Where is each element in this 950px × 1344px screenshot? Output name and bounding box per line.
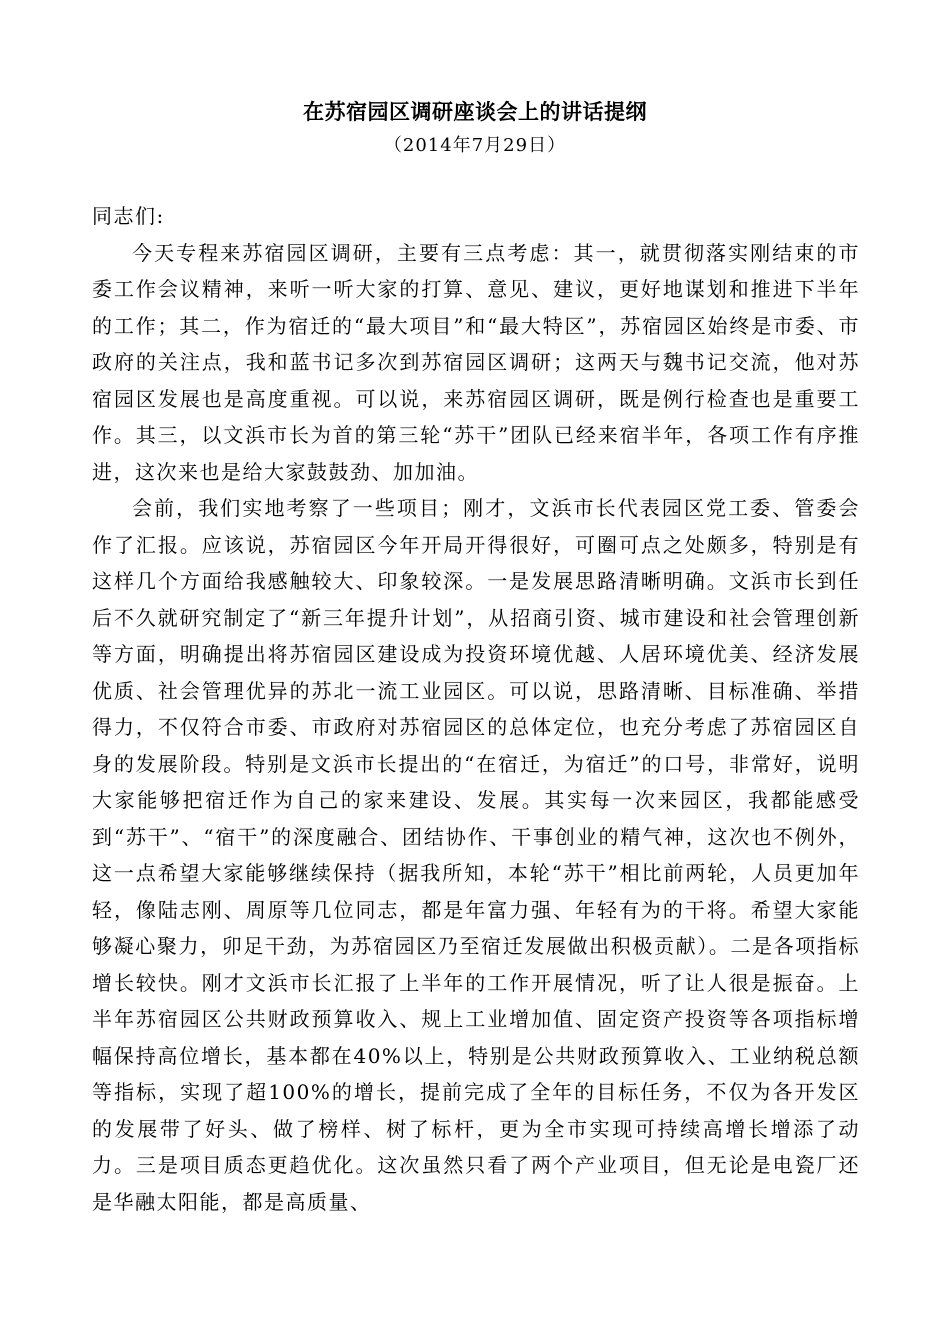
document-body (92, 198, 860, 1220)
paragraph-1: 今天专程来苏宿园区调研，主要有三点考虑：其一，就贯彻落实刚结束的市委工作会议精神，来听一听大家的打算、意见、建议，更好地谋划和推进下半年的工作；其二，作为宿迁的“最大项目”和“最大特区”，苏宿园区始终是市委、市政府的关注点，我和蓝书记多次到苏宿园区调研；这两天与魏书记交流，他对苏宿园区发展也是高度重视。可以说，来苏宿园区调研，既是例行检查也是重要工作。其三，以文浜市长为首的第三轮“苏干”团队已经来宿半年，各项工作有序推进，这次来也是给大家鼓鼓劲、加加油。 (92, 240, 860, 484)
paragraph-2: 会前，我们实地考察了一些项目；刚才，文浜市长代表园区党工委、管委会作了汇报。应该说，苏宿园区今年开局开得很好，可圈可点之处颇多，特别是有这样几个方面给我感触较大、印象较深。一是发展思路清晰明确。文浜市长到任后不久就研究制定了“新三年提升计划”，从招商引资、城市建设和社会管理创新等方面，明确提出将苏宿园区建设成为投资环境优越、人居环境优美、经济发展优质、社会管理优异的苏北一流工业园区。可以说，思路清晰、目标准确、举措得力，不仅符合市委、市政府对苏宿园区的总体定位，也充分考虑了苏宿园区自身的发展阶段。特别是文浜市长提出的“在宿迁，为宿迁”的口号，非常好，说明大家能够把宿迁作为自己的家来建设、发展。其实每一次来园区，我都能感受到“苏干”、“宿干”的深度融合、团结协作、干事创业的精气神，这次也不例外，这一点希望大家能够继续保持（据我所知，本轮“苏干”相比前两轮，人员更加年轻，像陆志刚、周原等几位同志，都是年富力强、年轻有为的干将。希望大家能够凝心聚力，卯足干劲，为苏宿园区乃至宿迁发展做出积极贡献）。二是各项指标增长较快。刚才文浜市长汇报了上半年的工作开展情况，听了让人很是振奋。上半年苏宿园区公共财政预算收入、规上工业增加值、固定资产投资等各项指标增幅保持高位增长，基本都在40%以上，特别是公共财政预算收入、工业纳税总额等指标，实现了超100%的增长，提前完成了全年的目标任务，不仅为各开发区的发展带了好头、做了榜样、树了标杆，更为全市实现可持续高增长增添了动力。三是项目质态更趋优化。这次虽然只看了两个产业项目，但无论是电瓷厂还是华融太阳能，都是高质量、 (92, 496, 860, 1214)
document-title: 在苏宿园区调研座谈会上的讲话提纲 (303, 99, 647, 124)
greeting: 同志们: (92, 204, 165, 228)
document-date: （2014年7月29日） (383, 135, 567, 156)
